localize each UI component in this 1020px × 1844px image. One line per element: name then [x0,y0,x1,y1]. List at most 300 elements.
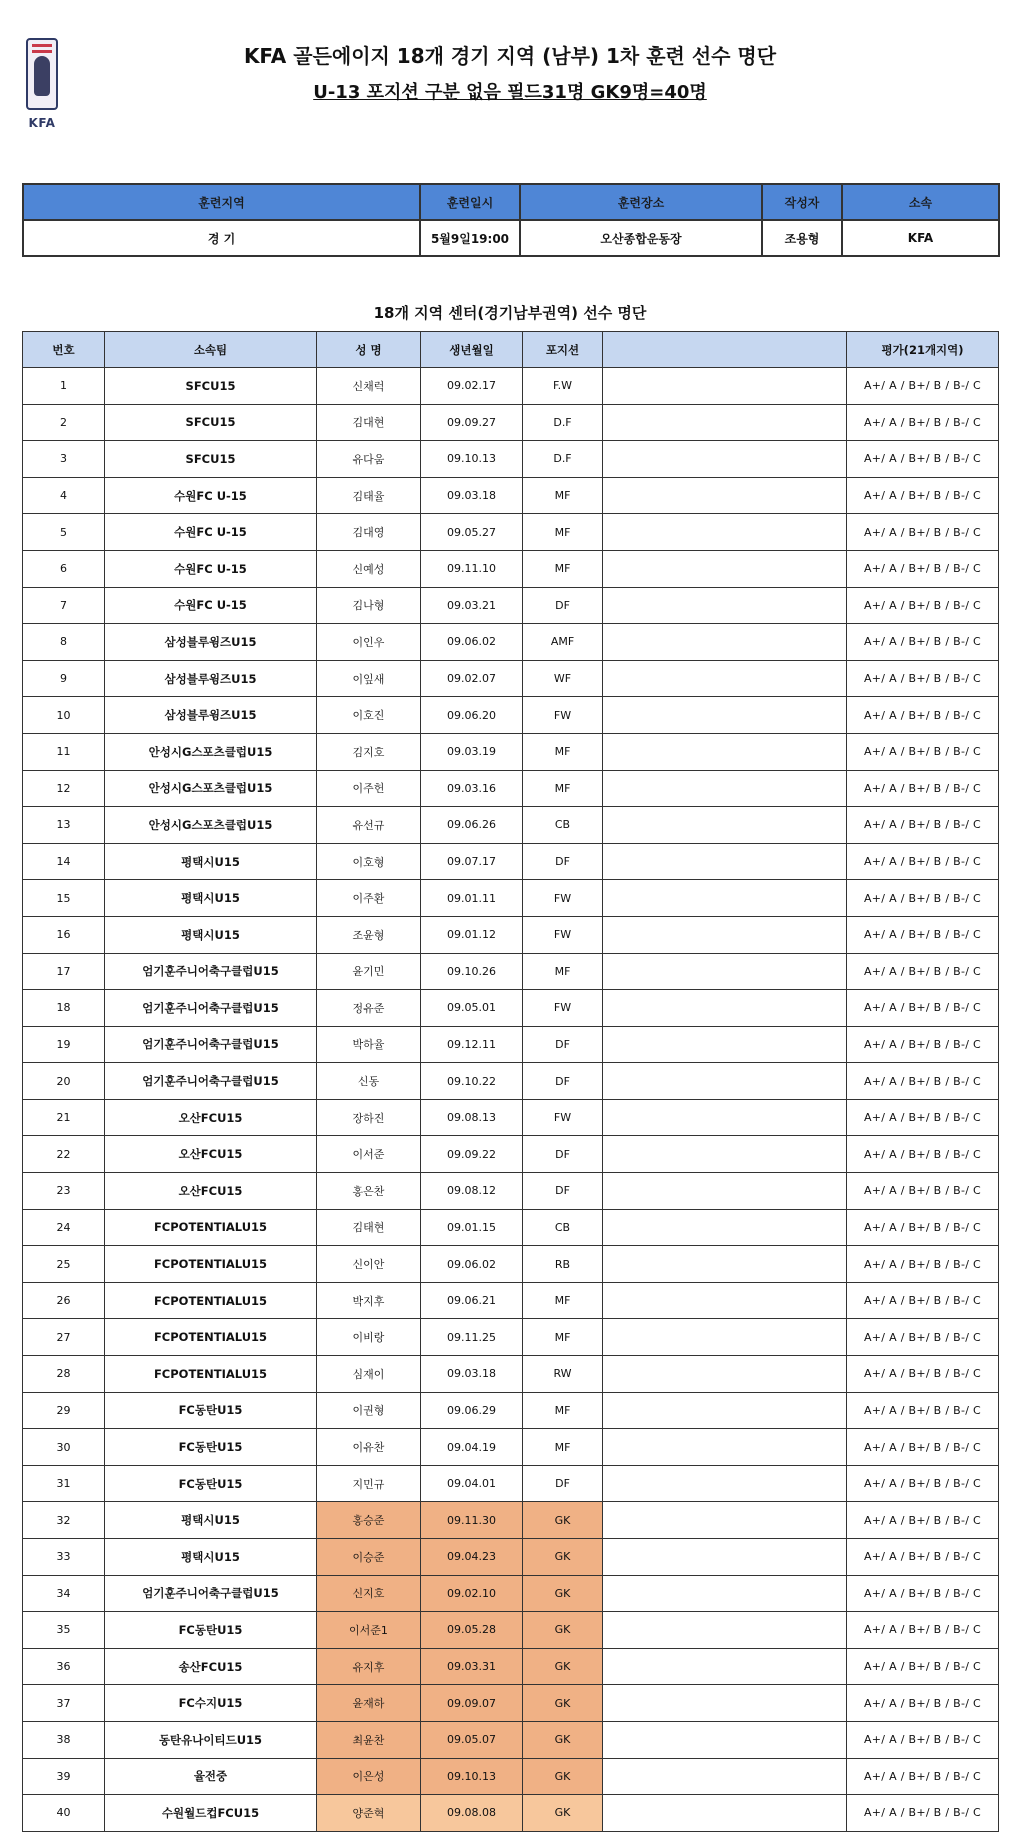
row-player-name: 이서준 [317,1136,421,1173]
row-dob: 09.01.15 [421,1209,523,1246]
row-position: F.W [523,368,603,405]
row-grade-options: A+/ A / B+/ B / B-/ C [847,660,999,697]
row-notes [603,807,847,844]
row-grade-options: A+/ A / B+/ B / B-/ C [847,1612,999,1649]
row-number: 1 [23,368,105,405]
row-notes [603,880,847,917]
table-row [23,880,999,917]
row-number: 12 [23,770,105,807]
row-dob: 09.09.27 [421,404,523,441]
row-position: GK [523,1685,603,1722]
row-notes [603,587,847,624]
row-notes [603,770,847,807]
row-grade-options: A+/ A / B+/ B / B-/ C [847,990,999,1027]
table-row [23,1795,999,1832]
row-number: 7 [23,587,105,624]
row-position: GK [523,1795,603,1832]
row-dob: 09.03.18 [421,1356,523,1393]
row-player-name: 신채럭 [317,368,421,405]
row-number: 13 [23,807,105,844]
row-team: FCPOTENTIALU15 [105,1282,317,1319]
row-team: 오산FCU15 [105,1099,317,1136]
row-position: GK [523,1648,603,1685]
row-number: 35 [23,1612,105,1649]
row-team: FCPOTENTIALU15 [105,1246,317,1283]
col-header-dob: 생년월일 [421,332,523,368]
row-player-name: 신이안 [317,1246,421,1283]
row-notes [603,1063,847,1100]
row-number: 9 [23,660,105,697]
table-row [23,843,999,880]
row-number: 27 [23,1319,105,1356]
row-dob: 09.04.01 [421,1465,523,1502]
table-row [23,1758,999,1795]
info-header-venue: 훈련장소 [520,184,762,220]
row-player-name: 이호형 [317,843,421,880]
row-player-name: 김지호 [317,733,421,770]
table-row [23,441,999,478]
row-notes [603,441,847,478]
row-number: 40 [23,1795,105,1832]
row-position: MF [523,953,603,990]
row-grade-options: A+/ A / B+/ B / B-/ C [847,807,999,844]
row-position: MF [523,1392,603,1429]
row-grade-options: A+/ A / B+/ B / B-/ C [847,1173,999,1210]
row-notes [603,1465,847,1502]
table-row [23,1319,999,1356]
row-grade-options: A+/ A / B+/ B / B-/ C [847,1721,999,1758]
row-position: D.F [523,404,603,441]
row-grade-options: A+/ A / B+/ B / B-/ C [847,1758,999,1795]
row-grade-options: A+/ A / B+/ B / B-/ C [847,1795,999,1832]
row-player-name: 조윤형 [317,916,421,953]
table-row [23,550,999,587]
info-affiliation: KFA [842,220,999,256]
logo-text: KFA [28,116,56,130]
row-dob: 09.07.17 [421,843,523,880]
row-notes [603,1795,847,1832]
row-position: D.F [523,441,603,478]
row-team: 안성시G스포츠클럽U15 [105,733,317,770]
row-dob: 09.06.02 [421,624,523,661]
row-notes [603,1209,847,1246]
row-player-name: 신예성 [317,550,421,587]
row-dob: 09.10.22 [421,1063,523,1100]
row-player-name: 유선규 [317,807,421,844]
row-dob: 09.08.12 [421,1173,523,1210]
table-row [23,1429,999,1466]
info-region: 경 기 [23,220,420,256]
row-team: 안성시G스포츠클럽U15 [105,807,317,844]
row-position: DF [523,1173,603,1210]
row-dob: 09.04.23 [421,1539,523,1576]
row-number: 38 [23,1721,105,1758]
row-player-name: 윤기민 [317,953,421,990]
row-position: CB [523,1209,603,1246]
row-dob: 09.08.13 [421,1099,523,1136]
row-number: 20 [23,1063,105,1100]
row-notes [603,1319,847,1356]
row-position: MF [523,770,603,807]
row-player-name: 이주환 [317,880,421,917]
table-row [23,624,999,661]
row-notes [603,368,847,405]
page-title: KFA 골든에이지 18개 경기 지역 (남부) 1차 훈련 선수 명단 [243,44,777,68]
row-number: 37 [23,1685,105,1722]
row-grade-options: A+/ A / B+/ B / B-/ C [847,550,999,587]
table-row [23,1282,999,1319]
row-number: 17 [23,953,105,990]
row-grade-options: A+/ A / B+/ B / B-/ C [847,1648,999,1685]
row-grade-options: A+/ A / B+/ B / B-/ C [847,1099,999,1136]
row-dob: 09.01.11 [421,880,523,917]
row-grade-options: A+/ A / B+/ B / B-/ C [847,1429,999,1466]
row-grade-options: A+/ A / B+/ B / B-/ C [847,1539,999,1576]
row-dob: 09.02.17 [421,368,523,405]
row-player-name: 홍승준 [317,1502,421,1539]
row-number: 22 [23,1136,105,1173]
table-row [23,1099,999,1136]
row-number: 28 [23,1356,105,1393]
row-grade-options: A+/ A / B+/ B / B-/ C [847,1063,999,1100]
row-player-name: 이인우 [317,624,421,661]
table-row [23,1026,999,1063]
row-team: FC동탄U15 [105,1465,317,1502]
table-row [23,1465,999,1502]
row-dob: 09.05.01 [421,990,523,1027]
row-dob: 09.06.20 [421,697,523,734]
row-position: MF [523,477,603,514]
row-team: 엄기훈주니어축구클럽U15 [105,990,317,1027]
table-row [23,1539,999,1576]
row-notes [603,1612,847,1649]
row-team: 평택시U15 [105,843,317,880]
row-player-name: 이호진 [317,697,421,734]
row-position: MF [523,1429,603,1466]
table-row [23,1575,999,1612]
row-notes [603,1026,847,1063]
row-grade-options: A+/ A / B+/ B / B-/ C [847,1502,999,1539]
row-dob: 09.05.07 [421,1721,523,1758]
row-grade-options: A+/ A / B+/ B / B-/ C [847,368,999,405]
row-number: 6 [23,550,105,587]
row-team: 삼성블루윙즈U15 [105,697,317,734]
row-position: MF [523,514,603,551]
row-grade-options: A+/ A / B+/ B / B-/ C [847,1392,999,1429]
row-player-name: 이권형 [317,1392,421,1429]
table-row [23,477,999,514]
row-team: FC동탄U15 [105,1612,317,1649]
table-row [23,404,999,441]
row-player-name: 김태율 [317,477,421,514]
row-number: 2 [23,404,105,441]
row-player-name: 이비랑 [317,1319,421,1356]
row-team: 엄기훈주니어축구클럽U15 [105,1026,317,1063]
row-player-name: 김나형 [317,587,421,624]
table-row [23,953,999,990]
table-row [23,1136,999,1173]
table-row [23,1173,999,1210]
row-grade-options: A+/ A / B+/ B / B-/ C [847,953,999,990]
row-number: 23 [23,1173,105,1210]
row-player-name: 정유준 [317,990,421,1027]
row-dob: 09.12.11 [421,1026,523,1063]
row-player-name: 윤재하 [317,1685,421,1722]
row-dob: 09.09.22 [421,1136,523,1173]
row-team: SFCU15 [105,441,317,478]
row-dob: 09.08.08 [421,1795,523,1832]
row-team: 평택시U15 [105,880,317,917]
row-dob: 09.09.07 [421,1685,523,1722]
info-venue: 오산종합운동장 [520,220,762,256]
row-position: GK [523,1612,603,1649]
row-team: 안성시G스포츠클럽U15 [105,770,317,807]
row-notes [603,550,847,587]
row-player-name: 김대현 [317,404,421,441]
row-notes [603,733,847,770]
row-grade-options: A+/ A / B+/ B / B-/ C [847,843,999,880]
row-notes [603,1502,847,1539]
row-team: 오산FCU15 [105,1173,317,1210]
row-team: SFCU15 [105,368,317,405]
row-grade-options: A+/ A / B+/ B / B-/ C [847,697,999,734]
row-notes [603,1246,847,1283]
row-dob: 09.11.30 [421,1502,523,1539]
row-position: MF [523,1282,603,1319]
row-grade-options: A+/ A / B+/ B / B-/ C [847,1575,999,1612]
row-team: 율전중 [105,1758,317,1795]
row-dob: 09.11.25 [421,1319,523,1356]
row-notes [603,916,847,953]
table-row [23,916,999,953]
row-grade-options: A+/ A / B+/ B / B-/ C [847,587,999,624]
info-header-datetime: 훈련일시 [420,184,520,220]
table-row [23,1648,999,1685]
row-number: 34 [23,1575,105,1612]
info-header-region: 훈련지역 [23,184,420,220]
row-player-name: 유지후 [317,1648,421,1685]
row-position: DF [523,1063,603,1100]
row-number: 4 [23,477,105,514]
row-grade-options: A+/ A / B+/ B / B-/ C [847,880,999,917]
row-notes [603,1099,847,1136]
row-player-name: 김태현 [317,1209,421,1246]
row-grade-options: A+/ A / B+/ B / B-/ C [847,1246,999,1283]
row-player-name: 이주헌 [317,770,421,807]
row-player-name: 신지호 [317,1575,421,1612]
row-number: 15 [23,880,105,917]
row-dob: 09.11.10 [421,550,523,587]
row-team: FC수지U15 [105,1685,317,1722]
row-grade-options: A+/ A / B+/ B / B-/ C [847,624,999,661]
row-number: 29 [23,1392,105,1429]
row-number: 31 [23,1465,105,1502]
row-number: 24 [23,1209,105,1246]
row-dob: 09.04.19 [421,1429,523,1466]
row-notes [603,477,847,514]
table-row [23,514,999,551]
row-dob: 09.05.28 [421,1612,523,1649]
row-position: AMF [523,624,603,661]
row-notes [603,514,847,551]
row-team: 삼성블루윙즈U15 [105,624,317,661]
row-grade-options: A+/ A / B+/ B / B-/ C [847,404,999,441]
row-team: 오산FCU15 [105,1136,317,1173]
row-dob: 09.06.02 [421,1246,523,1283]
row-notes [603,953,847,990]
row-grade-options: A+/ A / B+/ B / B-/ C [847,1026,999,1063]
row-number: 39 [23,1758,105,1795]
row-dob: 09.06.26 [421,807,523,844]
row-notes [603,1173,847,1210]
roster-table [22,331,999,1832]
row-number: 36 [23,1648,105,1685]
row-grade-options: A+/ A / B+/ B / B-/ C [847,1465,999,1502]
row-team: 수원FC U-15 [105,587,317,624]
row-dob: 09.02.07 [421,660,523,697]
table-row [23,1063,999,1100]
row-number: 19 [23,1026,105,1063]
row-player-name: 이유찬 [317,1429,421,1466]
row-number: 33 [23,1539,105,1576]
col-header-team: 소속팀 [105,332,317,368]
row-team: FCPOTENTIALU15 [105,1209,317,1246]
row-player-name: 최윤찬 [317,1721,421,1758]
row-dob: 09.03.18 [421,477,523,514]
table-row [23,660,999,697]
row-notes [603,697,847,734]
info-header-author: 작성자 [762,184,842,220]
row-dob: 09.03.16 [421,770,523,807]
row-dob: 09.06.21 [421,1282,523,1319]
table-row [23,990,999,1027]
row-notes [603,1392,847,1429]
table-row [23,1356,999,1393]
row-grade-options: A+/ A / B+/ B / B-/ C [847,733,999,770]
row-position: GK [523,1575,603,1612]
row-team: 엄기훈주니어축구클럽U15 [105,953,317,990]
row-dob: 09.10.13 [421,441,523,478]
info-author: 조용형 [762,220,842,256]
row-position: MF [523,1319,603,1356]
row-team: 평택시U15 [105,1539,317,1576]
row-grade-options: A+/ A / B+/ B / B-/ C [847,1209,999,1246]
row-number: 3 [23,441,105,478]
row-position: RB [523,1246,603,1283]
row-dob: 09.03.21 [421,587,523,624]
row-team: 수원FC U-15 [105,477,317,514]
row-position: GK [523,1721,603,1758]
table-row [23,1392,999,1429]
row-dob: 09.10.13 [421,1758,523,1795]
row-notes [603,1648,847,1685]
row-grade-options: A+/ A / B+/ B / B-/ C [847,1319,999,1356]
row-team: FC동탄U15 [105,1429,317,1466]
row-position: MF [523,550,603,587]
row-grade-options: A+/ A / B+/ B / B-/ C [847,514,999,551]
info-datetime: 5월9일19:00 [420,220,520,256]
row-number: 16 [23,916,105,953]
row-team: 수원월드컵FCU15 [105,1795,317,1832]
col-header-position: 포지션 [523,332,603,368]
row-grade-options: A+/ A / B+/ B / B-/ C [847,770,999,807]
row-notes [603,1282,847,1319]
col-header-evaluation: 평가(21개지역) [847,332,999,368]
row-team: 수원FC U-15 [105,514,317,551]
row-player-name: 이은성 [317,1758,421,1795]
row-position: GK [523,1539,603,1576]
row-team: 평택시U15 [105,1502,317,1539]
row-notes [603,990,847,1027]
row-number: 26 [23,1282,105,1319]
table-row [23,807,999,844]
row-position: GK [523,1758,603,1795]
row-number: 32 [23,1502,105,1539]
row-player-name: 이승준 [317,1539,421,1576]
row-position: RW [523,1356,603,1393]
row-dob: 09.03.19 [421,733,523,770]
page-subtitle: U-13 포지션 구분 없음 필드31명 GK9명=40명 [313,82,707,103]
row-player-name: 박하율 [317,1026,421,1063]
row-position: DF [523,1465,603,1502]
row-notes [603,1356,847,1393]
row-grade-options: A+/ A / B+/ B / B-/ C [847,477,999,514]
row-notes [603,1758,847,1795]
row-notes [603,660,847,697]
row-grade-options: A+/ A / B+/ B / B-/ C [847,916,999,953]
row-position: GK [523,1502,603,1539]
row-player-name: 박지후 [317,1282,421,1319]
row-player-name: 김대영 [317,514,421,551]
row-number: 14 [23,843,105,880]
row-player-name: 신동 [317,1063,421,1100]
row-dob: 09.02.10 [421,1575,523,1612]
row-notes [603,404,847,441]
row-position: WF [523,660,603,697]
table-row [23,1502,999,1539]
row-notes [603,624,847,661]
row-dob: 09.01.12 [421,916,523,953]
row-team: FCPOTENTIALU15 [105,1356,317,1393]
row-position: MF [523,733,603,770]
row-team: 평택시U15 [105,916,317,953]
row-notes [603,1136,847,1173]
row-number: 5 [23,514,105,551]
row-position: CB [523,807,603,844]
info-header-row [23,184,999,220]
table-row [23,368,999,405]
row-number: 11 [23,733,105,770]
row-position: DF [523,843,603,880]
row-grade-options: A+/ A / B+/ B / B-/ C [847,441,999,478]
row-number: 30 [23,1429,105,1466]
row-number: 8 [23,624,105,661]
col-header-blank [603,332,847,368]
row-team: 동탄유나이티드U15 [105,1721,317,1758]
table-row [23,770,999,807]
row-position: FW [523,697,603,734]
row-position: DF [523,1026,603,1063]
row-team: 엄기훈주니어축구클럽U15 [105,1063,317,1100]
table-row [23,733,999,770]
roster-section-title: 18개 지역 센터(경기남부권역) 선수 명단 [373,304,647,322]
row-grade-options: A+/ A / B+/ B / B-/ C [847,1685,999,1722]
row-team: 수원FC U-15 [105,550,317,587]
row-position: DF [523,1136,603,1173]
table-row [23,1721,999,1758]
row-dob: 09.05.27 [421,514,523,551]
table-row [23,697,999,734]
